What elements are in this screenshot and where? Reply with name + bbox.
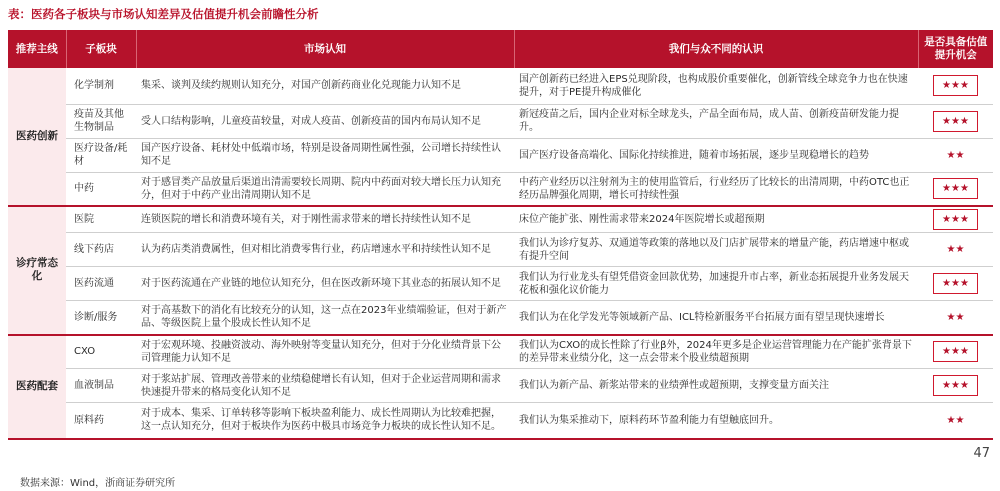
header-view: 我们与众不同的认识 — [514, 30, 918, 68]
rating-cell — [918, 335, 993, 369]
our-view-cell: 我们认为集采推动下，原料药环节盈利能力有望触底回升。 — [514, 403, 918, 439]
market-view-cell: 对于医药流通在产业链的地位认知充分，但在医改新环境下其业态的拓展认知不足 — [136, 267, 514, 301]
subsector-cell: 线下药店 — [66, 233, 136, 267]
rating-cell — [918, 104, 993, 138]
table-header-row — [8, 30, 993, 68]
rating-stars-highlighted: ★★★ — [933, 209, 978, 230]
market-view-cell: 国产医疗设备、耗材处中低端市场，特别是设备周期性属性强，公司增长持续性认知不足 — [136, 138, 514, 172]
rating-stars: ★★ — [946, 149, 965, 161]
our-view-cell: 中药产业经历以注射剂为主的使用监管后，行业经历了比较长的出清周期，中药OTC也正经历品牌强化周期，增长可持续性强 — [514, 172, 918, 206]
our-view-cell: 我们认为新产品、新浆站带来的业绩弹性或超预期，支撑变量方面关注 — [514, 369, 918, 403]
group-label: 医药创新 — [8, 68, 66, 206]
rating-stars-highlighted: ★★★ — [933, 273, 978, 294]
rating-cell — [918, 138, 993, 172]
header-market: 市场认知 — [136, 30, 514, 68]
page-title: 表：医药各子板块与市场认知差异及估值提升机会前瞻性分析 — [8, 7, 319, 21]
subsector-cell: 血液制品 — [66, 369, 136, 403]
source-note: 数据来源：Wind，浙商证券研究所 — [20, 478, 176, 489]
market-view-cell: 对于成本、集采、订单转移等影响下板块盈利能力、成长性周期认为比较难把握，这一点认知充分，但对于板块作为医药中极具市场竞争力板块的成长性认知不足。 — [136, 403, 514, 439]
rating-cell — [918, 172, 993, 206]
rating-stars-highlighted: ★★★ — [933, 341, 978, 362]
subsector-cell: 医院 — [66, 206, 136, 233]
market-view-cell: 受人口结构影响，儿童疫苗较量，对成人疫苗、创新疫苗的国内布局认知不足 — [136, 104, 514, 138]
subsector-cell: 原料药 — [66, 403, 136, 439]
our-view-cell: 我们认为CXO的成长性除了行业β外，2024年更多是企业运营管理能力在产能扩张背景下的差异带来业绩分化，这一点会带来个股业绩超预期 — [514, 335, 918, 369]
group-label: 诊疗常态化 — [8, 206, 66, 335]
subsector-cell: 医疗设备/耗材 — [66, 138, 136, 172]
market-view-cell: 对于高基数下的消化有比较充分的认知，这一点在2023年业绩端验证，但对于新产品、等级医院上量个股成长性认知不足 — [136, 301, 514, 335]
our-view-cell: 国产医疗设备高端化、国际化持续推进，随着市场拓展，逐步呈现稳增长的趋势 — [514, 138, 918, 172]
market-view-cell: 认为药店类消费属性，但对相比消费零售行业，药店增速水平和持续性认知不足 — [136, 233, 514, 267]
our-view-cell: 我们认为行业龙头有望凭借资金回款优势，加速提升市占率，新业态拓展提升业务发展天花板和强化议价能力 — [514, 267, 918, 301]
header-theme: 推荐主线 — [8, 30, 66, 68]
rating-stars-highlighted: ★★★ — [933, 111, 978, 132]
subsector-cell: 诊断/服务 — [66, 301, 136, 335]
rating-cell — [918, 68, 993, 104]
rating-cell — [918, 403, 993, 439]
table-row — [8, 233, 993, 267]
rating-cell — [918, 233, 993, 267]
subsector-cell: 中药 — [66, 172, 136, 206]
header-sub: 子板块 — [66, 30, 136, 68]
table-row — [8, 335, 993, 369]
our-view-cell: 我们认为诊疗复苏、双通道等政策的落地以及门店扩展带来的增量产能，药店增速中枢或有提升空间 — [514, 233, 918, 267]
subsector-cell: 疫苗及其他生物制品 — [66, 104, 136, 138]
table-row — [8, 267, 993, 301]
rating-stars: ★★ — [946, 414, 965, 426]
our-view-cell: 我们认为在化学发光等领域新产品、ICL特检新服务平台拓展方面有望呈现快速增长 — [514, 301, 918, 335]
table-row — [8, 403, 993, 439]
rating-cell — [918, 267, 993, 301]
table-row — [8, 68, 993, 104]
analysis-table — [8, 30, 993, 440]
table-row — [8, 138, 993, 172]
rating-stars: ★★ — [946, 244, 965, 255]
subsector-cell: 医药流通 — [66, 267, 136, 301]
table-row — [8, 172, 993, 206]
page-number: 47 — [973, 446, 990, 461]
market-view-cell: 对于宏观环境、投融资波动、海外映射等变量认知充分，但对于分化业绩背景下公司管理能力认知不足 — [136, 335, 514, 369]
our-view-cell: 床位产能扩张、刚性需求带来2024年医院增长或超预期 — [514, 206, 918, 233]
rating-stars-highlighted: ★★★ — [933, 75, 978, 96]
our-view-cell: 新冠疫苗之后，国内企业对标全球龙头，产品全面布局，成人苗、创新疫苗研发能力提升。 — [514, 104, 918, 138]
table-row — [8, 369, 993, 403]
table-row — [8, 104, 993, 138]
rating-cell — [918, 369, 993, 403]
rating-stars: ★★ — [946, 311, 965, 323]
market-view-cell: 集采、谈判及续约规则认知充分，对国产创新药商业化兑现能力认知不足 — [136, 68, 514, 104]
market-view-cell: 对于浆站扩展、管理改善带来的业绩稳健增长有认知，但对于企业运营周期和需求快速提升带来的格局变化认知不足 — [136, 369, 514, 403]
subsector-cell: 化学制剂 — [66, 68, 136, 104]
header-opportunity: 是否具备估值提升机会 — [918, 30, 993, 68]
table-body — [8, 68, 993, 439]
market-view-cell: 对于感冒类产品放量后渠道出清需要较长周期、院内中药面对较大增长压力认知充分，但对于中药产业出清周期认知不足 — [136, 172, 514, 206]
market-view-cell: 连锁医院的增长和消费环境有关，对于刚性需求带来的增长持续性认知不足 — [136, 206, 514, 233]
rating-stars-highlighted: ★★★ — [933, 178, 978, 199]
our-view-cell: 国产创新药已经进入EPS兑现阶段，也构成股价重要催化，创新管线全球竞争力也在快速提升，对于PE提升构成催化 — [514, 68, 918, 104]
rating-cell — [918, 206, 993, 233]
table-row — [8, 206, 993, 233]
rating-cell — [918, 301, 993, 335]
group-label: 医药配套 — [8, 335, 66, 439]
rating-stars-highlighted: ★★★ — [933, 375, 978, 396]
table-row — [8, 301, 993, 335]
subsector-cell: CXO — [66, 335, 136, 369]
